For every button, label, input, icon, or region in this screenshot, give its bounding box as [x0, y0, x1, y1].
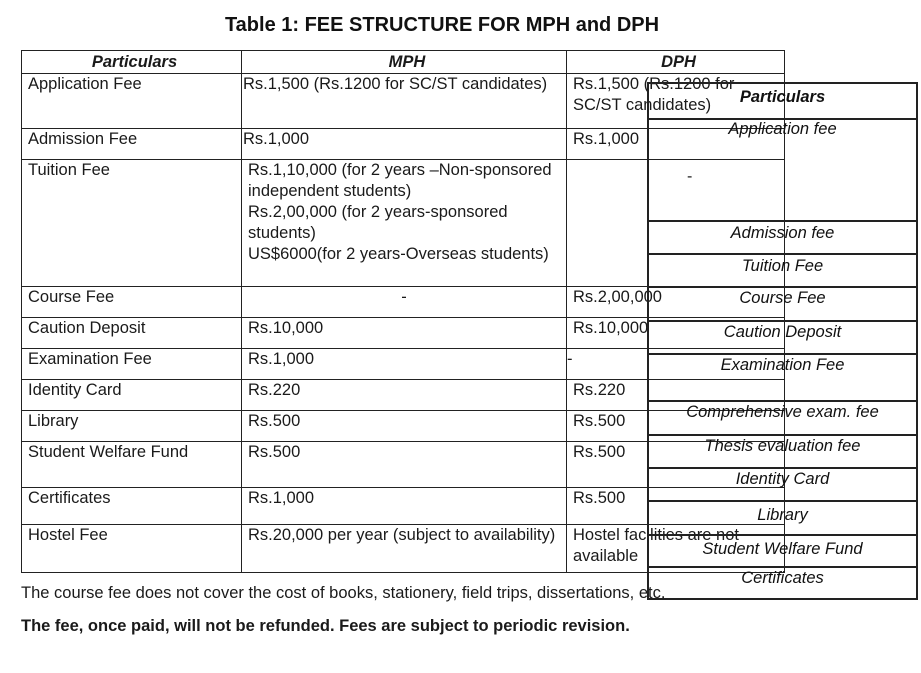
cell-dph: Rs.220 — [567, 380, 785, 411]
overlay-row — [649, 566, 916, 600]
cell-mph: Rs.20,000 per year (subject to availability) — [242, 525, 567, 573]
overlay-row-label: Comprehensive exam. fee — [686, 403, 879, 421]
header-dph: DPH — [567, 51, 785, 74]
overlay-row-label: Caution Deposit — [723, 323, 842, 341]
cell-mph: Rs.500 — [242, 411, 567, 442]
cell-dph: Hostel facilities are not available — [567, 525, 785, 573]
cell-mph: Rs.1,500 (Rs.1200 for SC/ST candidates) — [242, 74, 567, 129]
note-course-fee: The course fee does not cover the cost of books, stationery, field trips, dissertations, etc. — [21, 584, 666, 602]
cell-particular: Tuition Fee — [22, 160, 242, 287]
cell-mph: Rs.220 — [242, 380, 567, 411]
cell-dph: Rs.1,500 (Rs.1200 for SC/ST candidates) — [567, 74, 785, 129]
cell-mph: - — [242, 287, 567, 318]
cell-mph: Rs.1,000 — [242, 349, 567, 380]
cell-particular: Certificates — [22, 488, 242, 525]
cell-particular: Identity Card — [22, 380, 242, 411]
cell-mph — [242, 160, 567, 287]
overlay-row — [649, 253, 916, 288]
overlay-row-label: Thesis evaluation fee — [704, 437, 861, 455]
cell-dph: Rs.1,000 — [567, 129, 785, 160]
tuition-line: US$6000(for 2 years-Overseas students) — [248, 245, 549, 263]
overlay-row-label: Examination Fee — [720, 356, 845, 374]
overlay-row — [649, 500, 916, 536]
cell-particular: Hostel Fee — [22, 525, 242, 573]
overlay-particulars-table — [647, 82, 918, 600]
cell-mph: Rs.500 — [242, 442, 567, 488]
overlay-row — [649, 353, 916, 402]
header-particulars: Particulars — [22, 51, 242, 74]
overlay-row-label: Course Fee — [739, 289, 826, 307]
cell-dph: Rs.2,00,000 — [567, 287, 785, 318]
overlay-row-label: Student Welfare Fund — [702, 540, 863, 558]
overlay-row-label: Certificates — [741, 569, 824, 587]
overlay-row — [649, 534, 916, 568]
cell-particular: Student Welfare Fund — [22, 442, 242, 488]
overlay-row — [649, 467, 916, 502]
cell-particular: Course Fee — [22, 287, 242, 318]
overlay-row-label: Tuition Fee — [741, 257, 824, 275]
overlay-row — [649, 320, 916, 355]
header-mph: MPH — [242, 51, 567, 74]
cell-dph: Rs.500 — [567, 411, 785, 442]
cell-particular: Admission Fee — [22, 129, 242, 160]
overlay-dash: - — [687, 168, 693, 185]
cell-dph: Rs.10,000 — [567, 318, 785, 349]
overlay-row-label: Library — [757, 506, 808, 524]
cell-particular: Library — [22, 411, 242, 442]
cell-mph: Rs.1,000 — [242, 129, 567, 160]
overlay-row-label: Admission fee — [730, 224, 835, 242]
table-header-row — [22, 51, 785, 74]
cell-particular: Application Fee — [22, 74, 242, 129]
cell-mph: Rs.10,000 — [242, 318, 567, 349]
cell-dph: Rs.500 — [567, 442, 785, 488]
overlay-row-label: Application fee — [728, 120, 837, 138]
overlay-header — [649, 84, 916, 118]
cell-mph: Rs.1,000 — [242, 488, 567, 525]
table-title: Table 1: FEE STRUCTURE FOR MPH and DPH — [224, 14, 660, 36]
note-refund-policy: The fee, once paid, will not be refunded. Fees are subject to periodic revision. — [21, 617, 630, 635]
tuition-line: Rs.1,10,000 (for 2 years –Non-sponsored independent students) — [248, 161, 552, 200]
overlay-row — [649, 400, 916, 436]
cell-dph: - — [567, 349, 785, 380]
overlay-header-label: Particulars — [739, 88, 826, 106]
overlay-row-label: Identity Card — [735, 470, 830, 488]
overlay-row — [649, 286, 916, 322]
cell-particular: Examination Fee — [22, 349, 242, 380]
cell-particular: Caution Deposit — [22, 318, 242, 349]
tuition-line: Rs.2,00,000 (for 2 years-sponsored students) — [248, 203, 508, 242]
cell-dph: Rs.500 — [567, 488, 785, 525]
overlay-row — [649, 434, 916, 469]
overlay-row — [649, 220, 916, 255]
